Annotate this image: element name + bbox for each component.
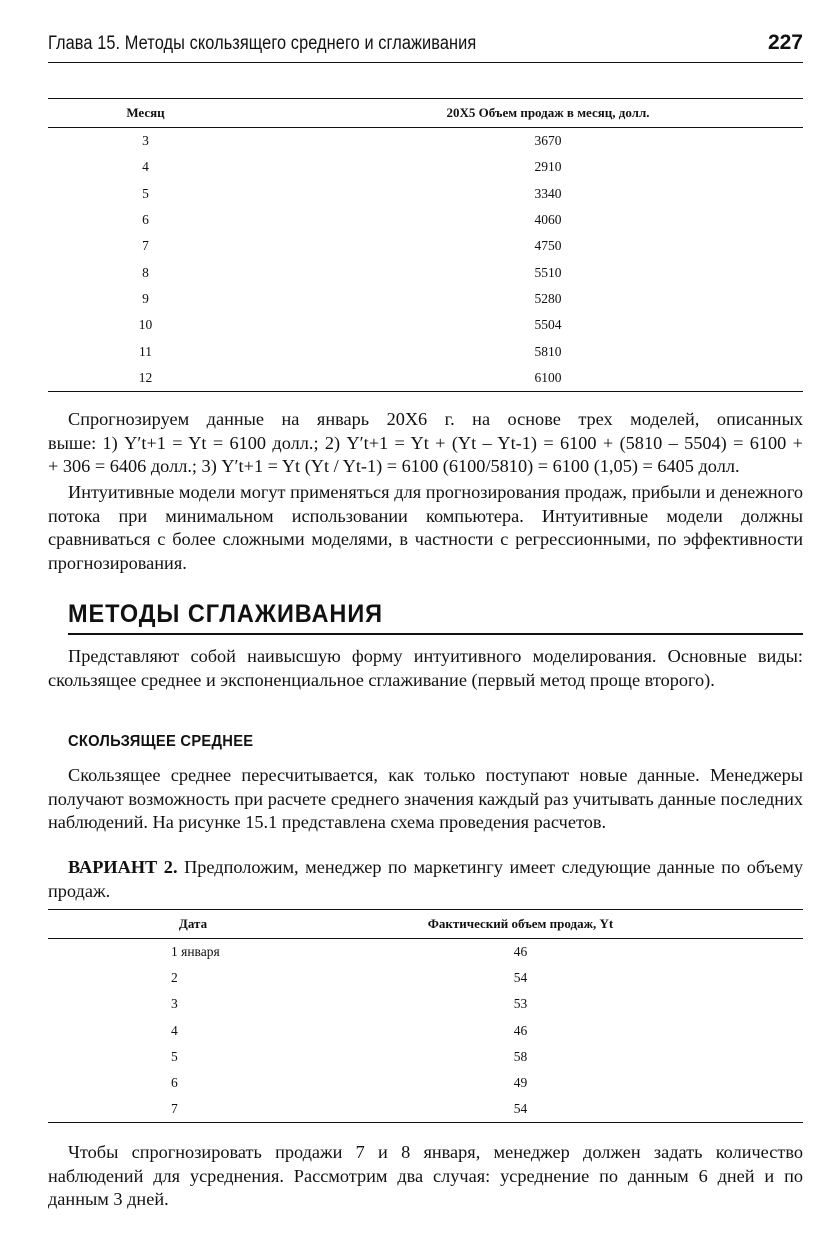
table-cell: 2910 xyxy=(534,159,562,175)
smoothing-intro-paragraph: Представляют собой наивысшую форму интуитивного моделирования. Основные виды: скользящее среднее и экспоненциальное сглаживание (первый метод проще второго). xyxy=(48,646,803,690)
forecast-line-3: + 306 = 6406 долл.; 3) Y′t+1 = Yt (Yt / Yt-1) = 6100 (6100/5810) = 6100 (1,05) = 6405 долл. xyxy=(48,456,740,476)
table-cell: 8 xyxy=(142,264,149,280)
forecast-line-1: Спрогнозируем данные на январь 20Х6 г. на основе трех моделей, описанных xyxy=(68,409,803,429)
table-cell: 53 xyxy=(513,996,528,1012)
table-cell: 9 xyxy=(142,290,149,306)
column-header-actual-sales: Фактический объем продаж, Yt xyxy=(427,916,614,931)
table-header-row xyxy=(48,910,803,939)
section-heading-text: МЕТОДЫ СГЛАЖИВАНИЯ xyxy=(68,600,384,628)
section-heading xyxy=(68,600,803,635)
table-row xyxy=(48,181,803,207)
table-cell: 5 xyxy=(171,1048,178,1064)
moving-average-paragraph: Скользящее среднее пересчитывается, как только поступают новые данные. Менеджеры получают возможность при расчете среднего значения каждый раз учитывать данные последних наблюдений. На рисунке 15.1 представлена схема проведения расчетов. xyxy=(48,765,803,832)
table-row xyxy=(48,128,803,155)
column-header-date: Дата xyxy=(178,916,208,931)
daily-sales-table xyxy=(48,909,803,1123)
monthly-sales-table xyxy=(48,98,803,392)
closing-paragraph: Чтобы спрогнозировать продажи 7 и 8 января, менеджер должен задать количество наблюдений для усреднения. Рассмотрим два случая: усреднение по данным 6 дней и по данным 3 дней. xyxy=(48,1142,803,1209)
table-row xyxy=(48,1070,803,1096)
intuitive-models-paragraph: Интуитивные модели могут применяться для прогнозирования продаж, прибыли и денежного потока при минимальном использовании компьютера. Интуитивные модели должны сравниваться с более сложными моделями, в частности с регрессионными, по эффективности прогнозирования. xyxy=(48,482,803,573)
table-row xyxy=(48,207,803,233)
table-row xyxy=(48,233,803,259)
table-row xyxy=(48,154,803,180)
table-cell: 11 xyxy=(139,343,152,359)
table-cell: 46 xyxy=(513,1022,528,1038)
table-cell: 6100 xyxy=(534,369,562,385)
page-number: 227 xyxy=(767,31,803,54)
table-cell: 5 xyxy=(142,185,149,201)
variant-text: Предположим, менеджер по маркетингу имеет следующие данные по объему продаж. xyxy=(48,857,804,901)
variant-paragraph xyxy=(48,856,803,903)
table-row xyxy=(48,1044,803,1070)
table-cell: 12 xyxy=(138,369,153,385)
table-cell: 6 xyxy=(142,212,149,228)
table-cell: 6 xyxy=(171,1075,178,1091)
variant-label: ВАРИАНТ 2. xyxy=(68,857,178,877)
column-header-sales: 20X5 Объем продаж в месяц, долл. xyxy=(446,105,650,120)
table-cell: 58 xyxy=(513,1048,528,1064)
table-row xyxy=(48,1018,803,1044)
table-cell: 5810 xyxy=(534,343,562,359)
table-cell: 54 xyxy=(513,970,528,986)
table-cell: 4 xyxy=(171,1022,178,1038)
table-cell: 3 xyxy=(171,996,178,1012)
table-cell: 2 xyxy=(171,970,178,986)
running-header xyxy=(48,30,803,63)
table-row xyxy=(48,286,803,312)
table-cell: 4 xyxy=(142,159,149,175)
table-row xyxy=(48,365,803,392)
table-cell: 49 xyxy=(513,1075,528,1091)
chapter-title: Глава 15. Методы скользящего среднего и сглаживания xyxy=(48,33,477,54)
table-cell: 5510 xyxy=(534,264,562,280)
table-row xyxy=(48,259,803,285)
table-cell: 10 xyxy=(138,317,153,333)
table-cell: 7 xyxy=(171,1101,178,1117)
table-cell: 7 xyxy=(142,238,149,254)
table-row xyxy=(48,939,803,966)
table-row xyxy=(48,991,803,1017)
table-cell: 4750 xyxy=(534,238,562,254)
column-header-month: Месяц xyxy=(126,105,165,120)
table-cell: 4060 xyxy=(534,212,562,228)
table-row xyxy=(48,965,803,991)
table-cell: 46 xyxy=(513,944,528,960)
table-row xyxy=(48,312,803,338)
table-cell: 3670 xyxy=(534,133,562,149)
table-cell: 54 xyxy=(513,1101,528,1117)
table-row xyxy=(48,338,803,364)
forecast-paragraph xyxy=(48,408,803,479)
table-cell: 5504 xyxy=(534,317,562,333)
table-header-row xyxy=(48,99,803,128)
table-cell: 3 xyxy=(142,133,149,149)
table-row xyxy=(48,1096,803,1123)
table-cell: 1 января xyxy=(171,944,220,960)
subsection-heading: СКОЛЬЗЯЩЕЕ СРЕДНЕЕ xyxy=(68,733,254,750)
table-cell: 5280 xyxy=(534,290,562,306)
forecast-line-2: выше: 1) Y′t+1 = Yt = 6100 долл.; 2) Y′t+1 = Yt + (Yt – Yt-1) = 6100 + (5810 – 5504) = 6100 + xyxy=(48,432,803,453)
table-cell: 3340 xyxy=(534,185,562,201)
